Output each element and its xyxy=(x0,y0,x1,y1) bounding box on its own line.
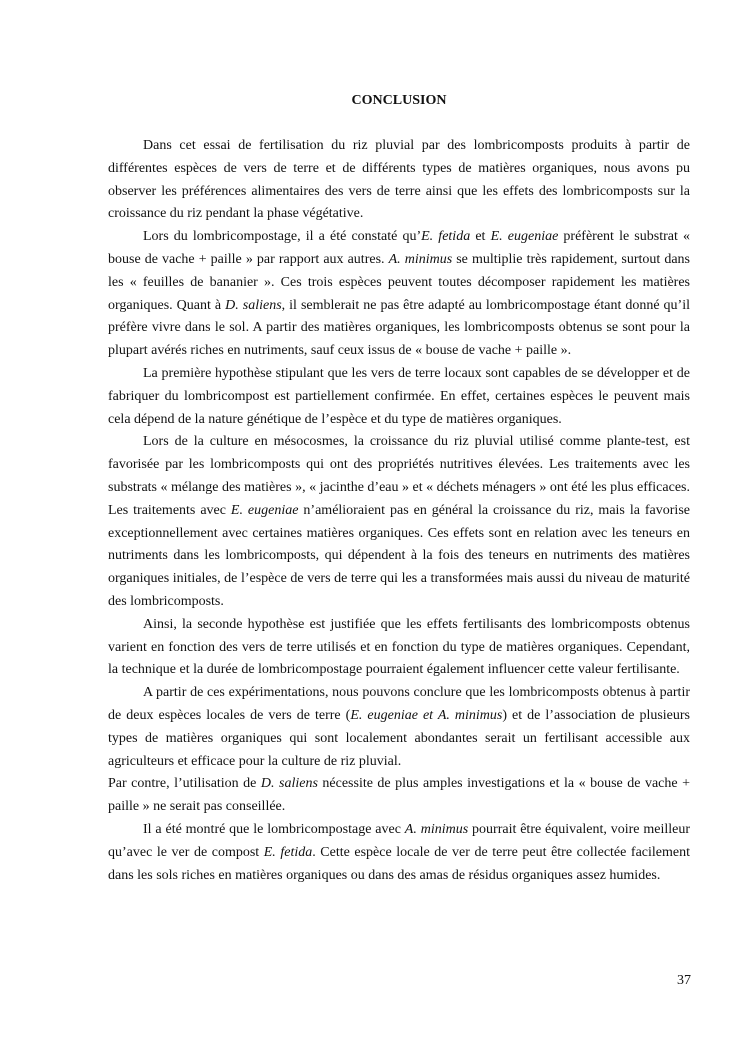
paragraph-text: pourrait être équivalent, voire meilleur qu’avec le ver de compost xyxy=(108,821,691,860)
paragraph xyxy=(108,773,690,819)
species-name: E. fetida xyxy=(263,844,313,860)
species-name: E. eugeniae et A. minimus xyxy=(350,707,503,723)
page-number: 37 xyxy=(677,973,691,988)
paragraph-text: A partir de ces expérimentations, nous pouvons conclure que les lombricomposts obtenus à partir de deux espèces locales de vers de terre ( xyxy=(108,685,690,723)
body-text xyxy=(108,135,690,887)
paragraph-text: . Cette espèce locale de ver de terre peut être collectée facilement dans les sols riches en matières organiques ou dans des amas de résidus organiques assez humides. xyxy=(108,844,690,883)
paragraph-text: Lors du lombricompostage, il a été constaté qu’ xyxy=(143,229,422,245)
paragraph-text: et xyxy=(470,229,491,245)
paragraph-text: préfèrent le substrat « bouse de vache + paille » par rapport aux autres. xyxy=(108,229,690,267)
paragraph xyxy=(108,363,690,431)
species-name: E. fetida xyxy=(421,229,471,245)
species-name: A. minimus xyxy=(388,251,453,267)
paragraph xyxy=(108,431,690,613)
species-name: E. eugeniae xyxy=(230,502,299,518)
page-title: CONCLUSION xyxy=(351,93,447,108)
paragraph xyxy=(108,135,690,226)
paragraph-text: , il semblerait ne pas être adapté au lombricompostage étant donné qu’il préfère vivre dans le sol. A partir des matières organiques, les lombricomposts obtenus se sont pour la plupart avérés riches en nutriments, sauf ceux issus de « bouse de vache + paille ». xyxy=(108,297,691,359)
paragraph-text: Lors de la culture en mésocosmes, la croissance du riz pluvial utilisé comme plante-test, est favorisée par les lombricomposts qui ont des propriétés nutritives élevées. Les traitements avec les substrats « mélange des matières », « jacinthe d’eau » et « déchets ménagers » ont été les plus efficaces. Les traitements avec xyxy=(108,434,690,518)
paragraph xyxy=(108,682,690,773)
paragraph-text: La première hypothèse stipulant que les vers de terre locaux sont capables de se développer et de fabriquer du lombricompost est partiellement confirmée. En effet, certaines espèces le peuvent mais cela dépend de la nature génétique de l’espèce et du type de matières organiques. xyxy=(108,365,690,427)
paragraph xyxy=(108,819,690,887)
paragraph-text: Par contre, l’utilisation de xyxy=(108,776,261,792)
paragraph-text: se multiplie très rapidement, surtout dans les « feuilles de bananier ». Ces trois espèces peuvent toutes décomposer rapidement les matières organiques. Quant à xyxy=(108,251,691,313)
species-name: D. saliens xyxy=(260,776,318,792)
species-name: A. minimus xyxy=(404,821,469,837)
species-name: D. saliens xyxy=(225,297,282,313)
paragraph-text: n’amélioraient pas en général la croissance du riz, mais la favorise exceptionnellement avec certaines matières organiques. Ces effets sont en relation avec les teneurs en nutriments dans les lombricomposts, qui dépendent à la fois des teneurs en nutriments des matières organiques initiales, de l’espèce de vers de terre qui les a transformées mais aussi du niveau de maturité des lombricomposts. xyxy=(108,502,690,609)
paragraph-text: Dans cet essai de fertilisation du riz pluvial par des lombricomposts produits à partir de différentes espèces de vers de terre et de différents types de matières organiques, nous avons pu observer les préférences alimentaires des vers de terre ainsi que les effets des lombricomposts sur la croissance du riz pendant la phase végétative. xyxy=(108,138,690,222)
paragraph xyxy=(108,614,690,682)
paragraph-text: ) et de l’association de plusieurs types de matières organiques qui sont localement abondantes serait un fertilisant accessible aux agriculteurs et efficace pour la culture de riz pluvial. xyxy=(108,707,690,769)
paragraph xyxy=(108,226,690,363)
species-name: E. eugeniae xyxy=(490,229,559,245)
paragraph-text: nécessite de plus amples investigations et la « bouse de vache + paille » ne serait pas conseillée. xyxy=(108,776,690,815)
paragraph-text: Il a été montré que le lombricompostage avec xyxy=(143,821,405,837)
paragraph-text: Ainsi, la seconde hypothèse est justifiée que les effets fertilisants des lombricomposts obtenus varient en fonction des vers de terre utilisés et en fonction du type de matières organiques. Cependant, la technique et la durée de lombricompostage pourraient également influencer cette valeur fertilisante. xyxy=(108,616,690,678)
